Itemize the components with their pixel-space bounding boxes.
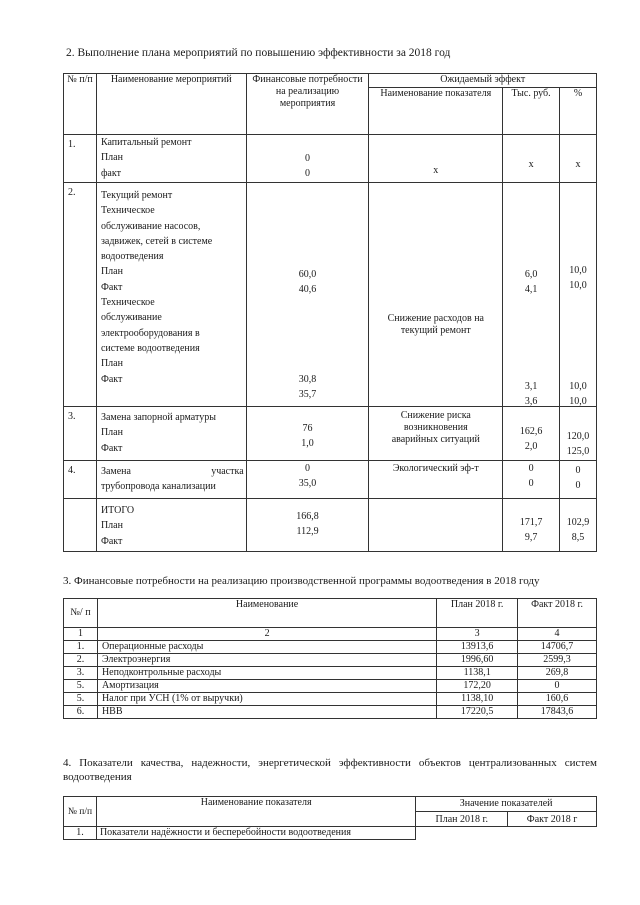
row-plan: 1996,60 [437,654,518,667]
header-name: Наименование [97,599,436,628]
row-fact: 160,6 [518,693,597,706]
row-name: Налог при УСН (1% от выручки) [97,693,436,706]
cell-value: 30,8 [298,374,317,385]
table-header-row [64,599,597,628]
table-row [64,183,597,407]
row-indicator: х [369,135,503,183]
cell-value: 0 [305,153,311,164]
cell-value: 10,0 [569,396,587,408]
row-fact: 17843,6 [518,706,597,719]
table-row [64,654,597,667]
cell-line: факт [100,167,121,179]
header-indicator: Наименование показателя [369,88,503,135]
cell-value: 0 [575,465,581,476]
row-finance [246,499,369,552]
header-values: Значение показателей [416,797,597,812]
row-thousands: х [503,135,560,183]
col-number: 1 [64,628,98,641]
cell-value: 0 [305,463,311,474]
row-num: 1. [64,827,97,840]
row-indicator: Снижение риска возникновения аварийных ситуаций [369,407,503,461]
row-name [96,183,246,407]
cell-line: водоотведения [100,251,164,263]
header-plan: План 2018 г. [416,812,508,827]
row-num: 5. [64,693,98,706]
row-percent [560,499,597,552]
table-row [64,641,597,654]
row-percent: х [560,135,597,183]
table-header-row [64,74,597,88]
row-plan: 17220,5 [437,706,518,719]
table-row [64,827,597,840]
cell-line: План [100,358,123,370]
cell-value: 112,9 [296,526,319,538]
cell-value: 9,7 [524,532,538,544]
cell-value: 4,1 [524,284,538,296]
row-finance [246,183,369,407]
row-plan: 1138,10 [437,693,518,706]
row-name: Неподконтрольные расходы [97,667,436,680]
cell-line: План [100,152,123,164]
header-thousands: Тыс. руб. [503,88,560,135]
section-3-title: 3. Финансовые потребности на реализацию производственной программы водоотведения в 2018 году [63,575,540,587]
cell-line: обслуживание [100,312,162,324]
table-header-row [64,797,597,812]
row-num: 4. [64,461,97,499]
col-number: 3 [437,628,518,641]
cell-value: 3,6 [524,396,538,408]
header-fact: Факт 2018 г. [518,599,597,628]
table-row [64,706,597,719]
row-indicator: Снижение расходов на текущий ремонт [369,183,503,407]
column-number-row [64,628,597,641]
row-percent [560,461,597,499]
row-fact [508,827,597,840]
cell-value: 0 [528,478,534,490]
cell-line: Факт [100,442,123,454]
cell-line: План [100,266,123,278]
row-name: Электроэнергия [97,654,436,667]
row-fact: 0 [518,680,597,693]
row-num: 1. [64,135,97,183]
header-num: № п/п [64,74,97,135]
row-name: Показатели надёжности и бесперебойности водоотведения [96,827,415,840]
cell-line: Факт [100,535,123,547]
efficiency-plan-table [63,73,597,552]
row-num: 2. [64,654,98,667]
cell-value: 3,1 [524,381,538,392]
section-4-title: 4. Показатели качества, надежности, энергетической эффективности объектов централизованных систем водоотведения [63,757,597,783]
header-effect: Ожидаемый эффект [369,74,597,88]
cell-value: 162,6 [519,426,543,437]
cell-line: задвижек, сетей в системе [100,235,213,247]
header-name: Наименование мероприятий [96,74,246,135]
row-name: НВВ [97,706,436,719]
cell-line: ИТОГО [100,505,135,516]
col-number: 2 [97,628,436,641]
row-plan: 172,20 [437,680,518,693]
row-name [96,407,246,461]
header-num: № п/п [64,797,97,827]
cell-value: 35,7 [298,389,317,401]
cell-line: Замена участка [100,466,244,477]
table-row [64,407,597,461]
row-fact: 2599,3 [518,654,597,667]
header-fact: Факт 2018 г [508,812,597,827]
row-thousands [503,183,560,407]
row-finance [246,407,369,461]
header-percent: % [560,88,597,135]
row-num: 5. [64,680,98,693]
col-number: 4 [518,628,597,641]
row-name: Амортизация [97,680,436,693]
cell-line: Техническое [100,297,155,309]
row-plan: 1138,1 [437,667,518,680]
cell-line: обслуживание насосов, [100,220,201,232]
cell-line: Текущий ремонт [100,190,173,201]
row-name [96,499,246,552]
row-plan [416,827,508,840]
financial-needs-table [63,598,597,719]
cell-line: электрооборудования в [100,327,200,339]
cell-value: 125,0 [566,446,590,458]
cell-value: 10,0 [569,381,587,392]
cell-value: 0 [575,480,581,492]
cell-line: Техническое [100,205,155,217]
cell-value: 10,0 [569,280,587,292]
cell-value: 2,0 [524,441,538,453]
cell-line: Капитальный ремонт [100,137,192,148]
cell-value: 166,8 [296,511,319,522]
row-fact: 14706,7 [518,641,597,654]
row-thousands [503,407,560,461]
row-num [64,499,97,552]
table-total-row [64,499,597,552]
cell-value: 8,5 [571,532,585,544]
row-num: 3. [64,407,97,461]
row-indicator: Экологический эф-т [369,461,503,499]
cell-line: План [100,520,123,532]
cell-value: 171,7 [519,517,543,528]
table-row [64,693,597,706]
row-thousands [503,499,560,552]
cell-line: трубопровода канализации [100,481,216,493]
row-percent [560,183,597,407]
header-plan: План 2018 г. [437,599,518,628]
header-num: №/ п [64,599,98,628]
section-2-title: 2. Выполнение плана мероприятий по повышению эффективности за 2018 год [66,47,451,59]
cell-line: системе водоотведения [100,342,200,354]
row-fact: 269,8 [518,667,597,680]
row-num: 2. [64,183,97,407]
cell-value: 0 [528,463,534,474]
cell-line: План [100,427,123,439]
header-name: Наименование показателя [96,797,415,827]
row-name [96,135,246,183]
cell-value: 35,0 [298,478,317,490]
row-finance [246,461,369,499]
cell-value: 1,0 [301,438,314,450]
row-percent [560,407,597,461]
cell-value: 76 [302,423,313,434]
cell-value: 120,0 [566,431,590,442]
row-num: 6. [64,706,98,719]
table-row [64,667,597,680]
cell-line: Факт [100,281,123,293]
cell-value: 0 [305,168,311,180]
row-name [96,461,246,499]
cell-line: Замена запорной арматуры [100,412,216,423]
row-indicator [369,499,503,552]
table-row [64,461,597,499]
cell-line: Факт [100,373,123,385]
quality-indicators-table [63,796,597,840]
cell-value: 102,9 [566,517,590,528]
cell-value: 40,6 [298,284,317,296]
header-finance: Финансовые потребности на реализацию мероприятия [246,74,369,135]
row-finance [246,135,369,183]
row-num: 3. [64,667,98,680]
row-thousands [503,461,560,499]
cell-value: 60,0 [298,269,317,280]
cell-value: 6,0 [524,269,538,280]
row-num: 1. [64,641,98,654]
table-row [64,680,597,693]
row-plan: 13913,6 [437,641,518,654]
cell-value: 10,0 [569,265,587,276]
row-name: Операционные расходы [97,641,436,654]
table-row [64,135,597,183]
